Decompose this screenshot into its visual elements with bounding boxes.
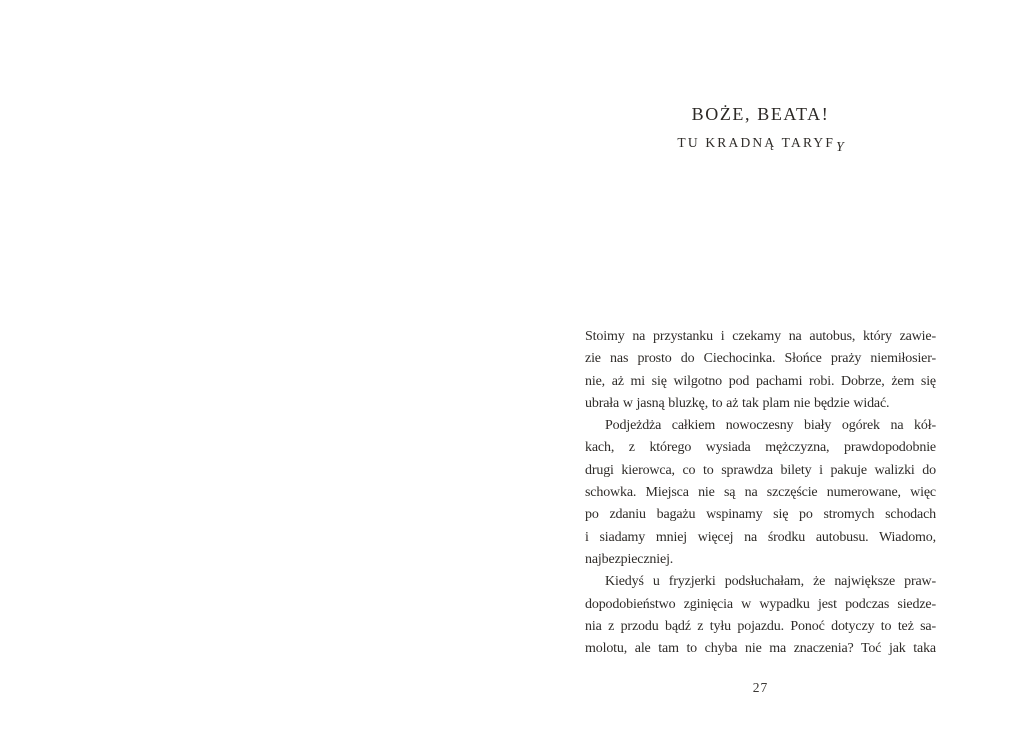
text-line: najbezpieczniej. — [585, 551, 674, 567]
text-line: nie, aż mi się wilgotno pod pachami robi. Dobrze, żem się — [585, 373, 936, 389]
text-line: nia z przodu bądź z tyłu pojazdu. Ponoć dotyczy to też sa- — [585, 618, 936, 634]
text-line: Stoimy na przystanku i czekamy na autobus, który zawie- — [585, 329, 936, 344]
text-line: Podjeżdża całkiem nowoczesny biały ogórek na kół- — [605, 418, 936, 434]
text-line: ubrała w jasną bluzkę, to aż tak plam nie będzie widać. — [585, 395, 890, 411]
text-line: zie nas prosto do Ciechocinka. Słońce praży niemiłosier- — [585, 351, 936, 367]
text-line: po zdaniu bagażu wspinamy się po stromych schodach — [585, 507, 936, 523]
text-line: schowka. Miejsca nie są na szczęście numerowane, więc — [585, 485, 936, 501]
body-text — [585, 326, 936, 660]
chapter-title: BOŻE, BEATA! — [691, 104, 830, 124]
chapter-subtitle — [585, 134, 936, 152]
chapter-subtitle-text: TU KRADNĄ TARYF — [677, 135, 836, 150]
text-line: kach, z którego wysiada mężczyzna, prawdopodobnie — [585, 440, 936, 456]
text-line: Kiedyś u fryzjerki podsłuchałam, że największe praw- — [605, 574, 936, 590]
subtitle-swash-letter: Y — [836, 139, 844, 154]
page-number: 27 — [752, 680, 769, 695]
text-line: dopodobieństwo zginięcia w wypadku jest podczas siedze- — [585, 596, 936, 612]
text-line: molotu, ale tam to chyba nie ma znaczenia? Toć jak taka — [585, 641, 936, 657]
text-line: i siadamy mniej więcej na środku autobusu. Wiadomo, — [585, 529, 936, 545]
text-line: drugi kierowca, co to sprawdza bilety i pakuje walizki do — [585, 462, 936, 478]
